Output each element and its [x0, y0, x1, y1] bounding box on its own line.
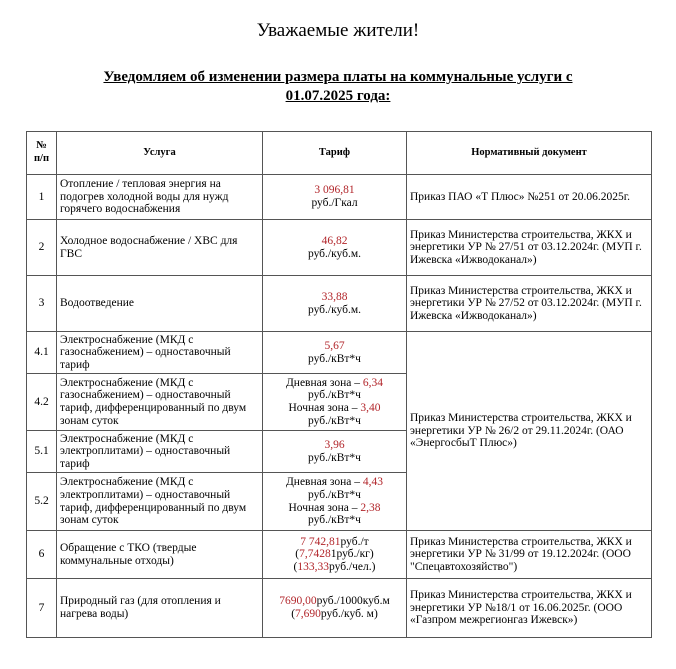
tariff-unit-m3: руб./куб. м [320, 608, 374, 620]
electricity-document: Приказ Министерства строительства, ЖКХ и энергетики УР № 26/2 от 29.11.2024г. (ОАО «ЭнергосбыТ Плюс») [407, 332, 652, 531]
tariff-line-1 [266, 536, 403, 549]
table-row [27, 579, 652, 638]
tariff-unit: руб./Гкал [311, 197, 358, 209]
row-service: Холодное водоснабжение / ХВС для ГВС [57, 220, 263, 276]
tariff-line-2: (7,74281руб./кг) [295, 548, 374, 561]
tariff-value-person: 133,33 [297, 560, 329, 573]
header-service: Услуга [57, 132, 263, 175]
row-service: Природный газ (для отопления и нагрева воды) [57, 579, 263, 638]
row-service: Отопление / тепловая энергия на подогрев холодной воды для нужд горячего водоснабжения [57, 175, 263, 220]
row-num: 3 [27, 276, 57, 332]
day-zone [266, 377, 403, 390]
tariff-table [26, 131, 652, 638]
tariff-unit: руб./кВт*ч [308, 488, 361, 501]
tariff-unit: руб./кВт*ч [308, 514, 361, 527]
row-tariff [263, 374, 407, 431]
row-num: 4.1 [27, 332, 57, 374]
notice-subtitle [60, 68, 616, 106]
day-zone-value: 4,43 [362, 476, 384, 489]
tariff-value: 7690,00 [279, 595, 317, 608]
tariff-value: 33,88 [321, 290, 348, 303]
night-zone-value: 3,40 [360, 402, 381, 414]
tariff-line-3: (133,33руб./чел.) [293, 560, 376, 573]
night-zone-label: Ночная зона – [288, 501, 358, 514]
tariff-unit: руб./т [340, 535, 369, 548]
subtitle-line-2: 01.07.2025 года: [285, 88, 391, 104]
header-num-line2: п/п [33, 153, 50, 164]
day-zone-label: Дневная зона – [285, 376, 361, 389]
header-num-line1: № [36, 140, 47, 152]
night-zone [266, 402, 403, 415]
row-document: Приказ Министерства строительства, ЖКХ и энергетики УР № 31/99 от 19.12.2024г. (ООО "Спецавтохозяйство") [407, 531, 652, 579]
header-document: Нормативный документ [407, 132, 652, 175]
night-zone-value: 2,38 [360, 501, 381, 514]
row-document: Приказ Министерства строительства, ЖКХ и энергетики УР № 27/52 от 03.12.2024г. (МУП г. Ижевска «Ижводоканал») [407, 276, 652, 332]
tariff-unit: руб./кВт*ч [308, 414, 361, 427]
tariff-unit: руб./кВт*ч [308, 389, 361, 402]
day-zone-label: Дневная зона – [285, 476, 361, 489]
tariff-value: 3 096,81 [314, 184, 355, 197]
page-title: Уважаемые жители! [256, 20, 420, 41]
row-tariff [263, 473, 407, 531]
header-num [27, 132, 57, 175]
tariff-line-1 [266, 595, 403, 608]
tariff-unit-kg: 1руб./кг [330, 548, 370, 561]
night-zone [266, 502, 403, 515]
row-tariff [263, 276, 407, 332]
row-tariff [263, 220, 407, 276]
table-header-row [27, 132, 652, 175]
row-document: Приказ Министерства строительства, ЖКХ и энергетики УР № 27/51 от 03.12.2024г. (МУП г. Ижевска «Ижводоканал») [407, 220, 652, 276]
header-tariff: Тариф [263, 132, 407, 175]
row-num: 5.1 [27, 431, 57, 473]
tariff-unit: руб./1000куб.м [316, 595, 390, 608]
row-tariff [263, 332, 407, 374]
row-service: Водоотведение [57, 276, 263, 332]
table-row [27, 276, 652, 332]
tariff-value: 5,67 [324, 339, 345, 352]
row-document: Приказ ПАО «Т Плюс» №251 от 20.06.2025г. [407, 175, 652, 220]
tariff-value: 46,82 [321, 234, 348, 247]
table-row [27, 175, 652, 220]
tariff-value: 3,96 [324, 438, 345, 451]
table-row [27, 531, 652, 579]
row-tariff [263, 175, 407, 220]
row-num: 1 [27, 175, 57, 220]
row-num: 5.2 [27, 473, 57, 531]
tariff-unit: руб./куб.м. [307, 303, 362, 316]
day-zone [266, 476, 403, 489]
subtitle-line-1: Уведомляем об изменении размера платы на коммунальные услуги с [103, 69, 573, 85]
day-zone-value: 6,34 [362, 376, 384, 389]
row-num: 2 [27, 220, 57, 276]
row-num: 7 [27, 579, 57, 638]
table-row [27, 332, 652, 374]
row-service: Электроснабжение (МКД с газоснабжением) – одноставочный тариф, дифференцированный по двум зонам суток [57, 374, 263, 431]
tariff-line-2: (7,690руб./куб. м) [291, 608, 378, 620]
tariff-unit-person: руб./чел. [329, 560, 372, 573]
row-service: Электроснабжение (МКД с газоснабжением) – одноставочный тариф [57, 332, 263, 374]
tariff-value-kg: 7,7428 [299, 548, 331, 561]
tariff-value-m3: 7,690 [295, 608, 321, 620]
row-document: Приказ Министерства строительства, ЖКХ и энергетики УР №18/1 от 16.06.2025г. (ООО «Газпром межрегионгаз Ижевск») [407, 579, 652, 638]
row-tariff [263, 579, 407, 638]
tariff-value: 7 742,81 [300, 535, 341, 548]
row-service: Обращение с ТКО (твердые коммунальные отходы) [57, 531, 263, 579]
night-zone-label: Ночная зона – [288, 402, 358, 414]
row-num: 6 [27, 531, 57, 579]
row-service: Электроснабжение (МКД с электроплитами) – одноставочный тариф [57, 431, 263, 473]
row-tariff [263, 431, 407, 473]
tariff-unit: руб./кВт*ч [308, 352, 361, 365]
tariff-unit: руб./куб.м. [307, 247, 362, 260]
row-num: 4.2 [27, 374, 57, 431]
row-service: Электроснабжение (МКД с электроплитами) – одноставочный тариф, дифференцированный по двум зонам суток [57, 473, 263, 531]
row-tariff [263, 531, 407, 579]
table-row [27, 220, 652, 276]
tariff-unit: руб./кВт*ч [308, 451, 361, 464]
